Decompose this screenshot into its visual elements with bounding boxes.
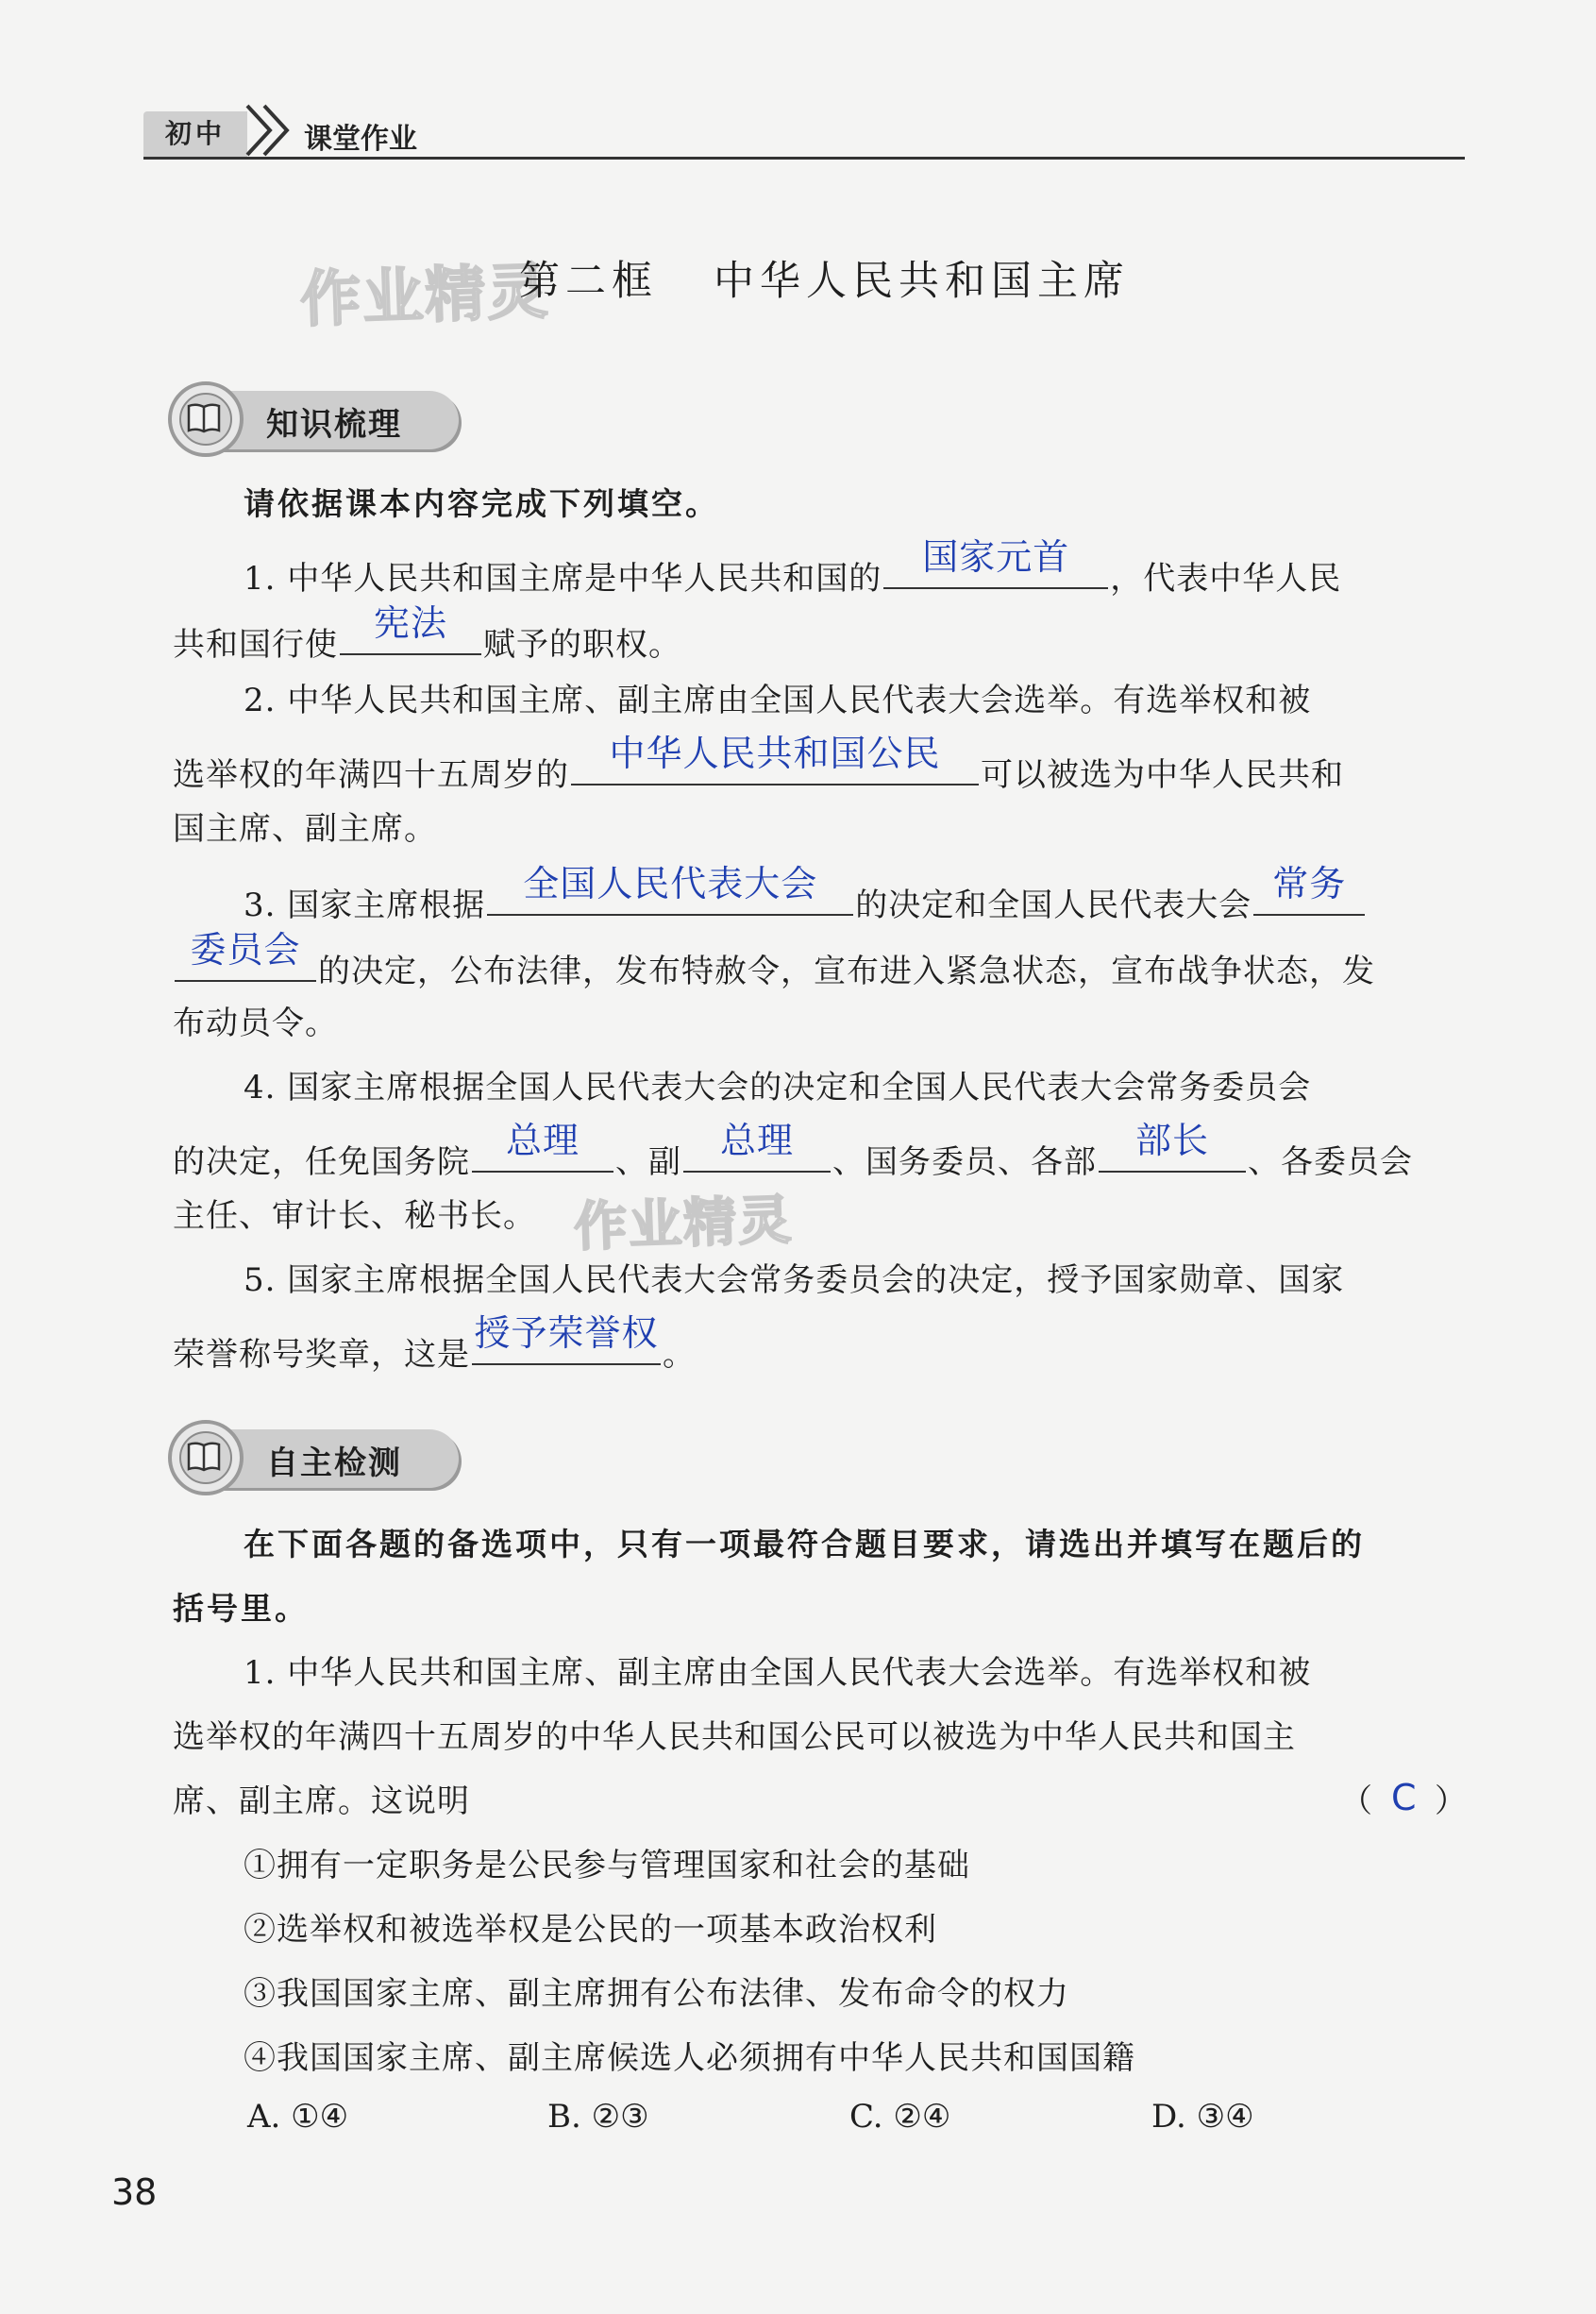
answer-blank[interactable]: [683, 1120, 831, 1173]
handwritten-answer: 授予荣誉权: [474, 1312, 659, 1354]
option-c[interactable]: C. ②④: [849, 2098, 951, 2136]
answer-blank[interactable]: [1253, 863, 1365, 916]
option-d[interactable]: D. ③④: [1151, 2098, 1254, 2136]
fill-q2-line3: 国主席、副主席。: [173, 810, 437, 848]
double-chevron-icon: [242, 102, 302, 160]
header-series-title: 课堂作业: [304, 123, 417, 156]
fill-q3-line1: 3. 国家主席根据 全国人民代表大会 的决定和全国人民代表大会 常务: [244, 872, 1367, 928]
statement-3: ③我国国家主席、副主席拥有公布法律、发布命令的权力: [244, 1975, 1069, 2013]
option-b[interactable]: B. ②③: [547, 2098, 649, 2136]
watermark: 作业精灵: [298, 257, 551, 336]
header-level-tab: 初中: [143, 111, 247, 157]
fill-q3-line2: 委员会 的决定，公布法律，发布特赦令，宣布进入紧急状态，宣布战争状态，发: [173, 938, 1375, 994]
answer-blank[interactable]: [175, 929, 316, 982]
page-number: 38: [111, 2171, 158, 2213]
handwritten-answer: 中华人民共和国公民: [609, 733, 941, 774]
section-badge-knowledge: [166, 381, 468, 461]
answer-blank[interactable]: [1099, 1120, 1246, 1173]
statement-2: ②选举权和被选举权是公民的一项基本政治权利: [244, 1911, 937, 1949]
section-badge-selftest: [166, 1420, 468, 1499]
watermark: 作业精灵: [573, 1189, 795, 1259]
handwritten-answer: 常务: [1272, 863, 1347, 904]
handwritten-answer: 委员会: [190, 929, 301, 971]
handwritten-answer: 宪法: [373, 602, 447, 644]
answer-blank[interactable]: [487, 863, 853, 916]
answer-blank[interactable]: [571, 733, 979, 785]
section-heading: 知识梳理: [266, 406, 402, 444]
fill-q5-line1: 5. 国家主席根据全国人民代表大会常务委员会的决定，授予国家勋章、国家: [244, 1261, 1345, 1299]
answer-blank[interactable]: [472, 1312, 661, 1365]
mc-q1-line3: 席、副主席。这说明: [173, 1782, 470, 1820]
book-icon: [187, 402, 221, 434]
fill-q4-line3: 主任、审计长、秘书长。: [173, 1197, 536, 1235]
section1-instruction: 请依据课本内容完成下列填空。: [244, 485, 719, 522]
handwritten-answer: 部长: [1134, 1120, 1209, 1161]
answer-blank[interactable]: [883, 536, 1108, 589]
fill-q1-line2: 共和国行使 宪法 赋予的职权。: [173, 602, 681, 664]
statement-4: ④我国国家主席、副主席候选人必须拥有中华人民共和国国籍: [244, 2039, 1135, 2077]
fill-q2-line1: 2. 中华人民共和国主席、副主席由全国人民代表大会选举。有选举权和被: [244, 682, 1312, 719]
fill-q1-line1: 1. 中华人民共和国主席是中华人民共和国的 国家元首 ，代表中华人民: [244, 536, 1342, 598]
fill-q4-line1: 4. 国家主席根据全国人民代表大会的决定和全国人民代表大会常务委员会: [244, 1069, 1312, 1106]
mc-q1-line1: 1. 中华人民共和国主席、副主席由全国人民代表大会选举。有选举权和被: [244, 1654, 1312, 1692]
page-title: 第二框 中华人民共和国主席: [519, 258, 1131, 305]
fill-q4-line2: 的决定，任免国务院 总理 、副 总理 、国务委员、各部 部长 、各委员会: [173, 1120, 1413, 1181]
fill-q2-line2: 选举权的年满四十五周岁的 中华人民共和国公民 可以被选为中华人民共和: [173, 733, 1344, 794]
fill-q3-line3: 布动员令。: [173, 1005, 338, 1042]
handwritten-answer: 全国人民代表大会: [523, 863, 818, 904]
handwritten-answer: 国家元首: [922, 536, 1070, 578]
section-heading: 自主检测: [266, 1444, 402, 1482]
mc-q1-line2: 选举权的年满四十五周岁的中华人民共和国公民可以被选为中华人民共和国主: [173, 1718, 1296, 1756]
answer-bracket-close: ）: [1435, 1782, 1468, 1820]
fill-q5-line2: 荣誉称号奖章，这是 授予荣誉权 。: [173, 1312, 696, 1374]
section2-instruction-line1: 在下面各题的备选项中，只有一项最符合题目要求，请选出并填写在题后的: [244, 1526, 1365, 1562]
section2-instruction-line2: 括号里。: [173, 1590, 309, 1627]
header-rule: [143, 157, 1465, 160]
answer-bracket-open: （: [1340, 1782, 1373, 1820]
handwritten-answer: 总理: [719, 1120, 794, 1161]
answer-blank[interactable]: [340, 602, 481, 655]
book-icon: [187, 1441, 221, 1473]
page-header: [143, 111, 1465, 160]
handwritten-answer: 总理: [505, 1120, 580, 1161]
statement-1: ①拥有一定职务是公民参与管理国家和社会的基础: [244, 1847, 970, 1884]
option-a[interactable]: A. ①④: [247, 2098, 349, 2136]
mc-answer[interactable]: C: [1391, 1777, 1417, 1818]
answer-blank[interactable]: [472, 1120, 613, 1173]
